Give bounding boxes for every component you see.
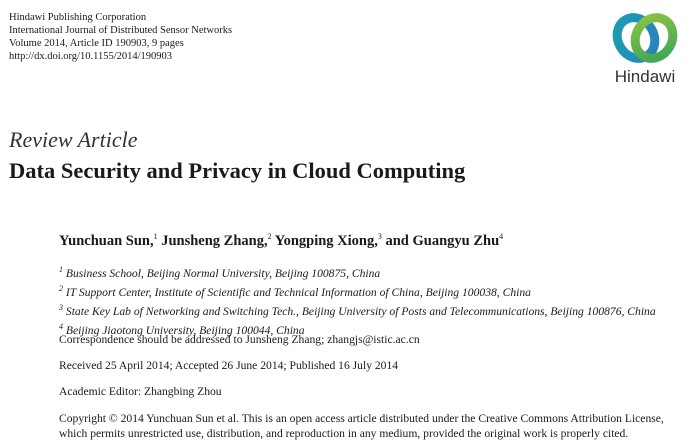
journal-header — [9, 11, 232, 63]
article-type: Review Article — [9, 127, 138, 152]
logo-text: Hindawi — [614, 67, 676, 86]
academic-editor: Academic Editor: Zhangbing Zhou — [59, 385, 222, 398]
author[interactable]: Yunchuan Sun,$^1$ — [59, 232, 158, 249]
author[interactable]: Junsheng Zhang,$^2$ — [161, 232, 272, 249]
author-list — [59, 232, 503, 250]
affiliation: $^1$ Business School, Beijing Normal University, Beijing 100875, China — [59, 265, 381, 280]
affiliation-list — [59, 262, 656, 337]
volume-info: Volume 2014, Article ID 190903, 9 pages — [9, 38, 184, 49]
author[interactable]: and Guangyu Zhu$^4$ — [385, 232, 504, 249]
hindawi-logo — [606, 12, 684, 88]
correspondence: Correspondence should be addressed to Junsheng Zhang; zhangjs@istic.ac.cn — [59, 333, 420, 346]
author[interactable]: Yongping Xiong,$^3$ — [274, 232, 382, 249]
publication-dates: Received 25 April 2014; Accepted 26 June 2014; Published 16 July 2014 — [59, 359, 399, 372]
affiliation: $^3$ State Key Lab of Networking and Switching Tech., Beijing University of Posts and Telecommunications, Beijing 100876, China — [59, 302, 656, 318]
doi-link[interactable]: http://dx.doi.org/10.1155/2014/190903 — [9, 51, 173, 62]
affiliation: $^4$ Beijing Jiaotong University, Beijing 100044, China — [59, 321, 305, 337]
hindawi-logo-icon — [606, 12, 684, 68]
article-title: Data Security and Privacy in Cloud Computing — [9, 158, 466, 183]
copyright-notice: Copyright © 2014 Yunchuan Sun et al. This is an open access article distributed under the Creative Commons Attribution License, which permits unrestricted use, distribution, and reproduction in any medium, provided the original work is properly cited. — [59, 412, 664, 440]
affiliation: $^2$ IT Support Center, Institute of Scientific and Technical Information of China, Beijing 100038, China — [59, 283, 531, 299]
journal-name: International Journal of Distributed Sensor Networks — [9, 25, 233, 36]
publisher-name: Hindawi Publishing Corporation — [9, 12, 147, 23]
